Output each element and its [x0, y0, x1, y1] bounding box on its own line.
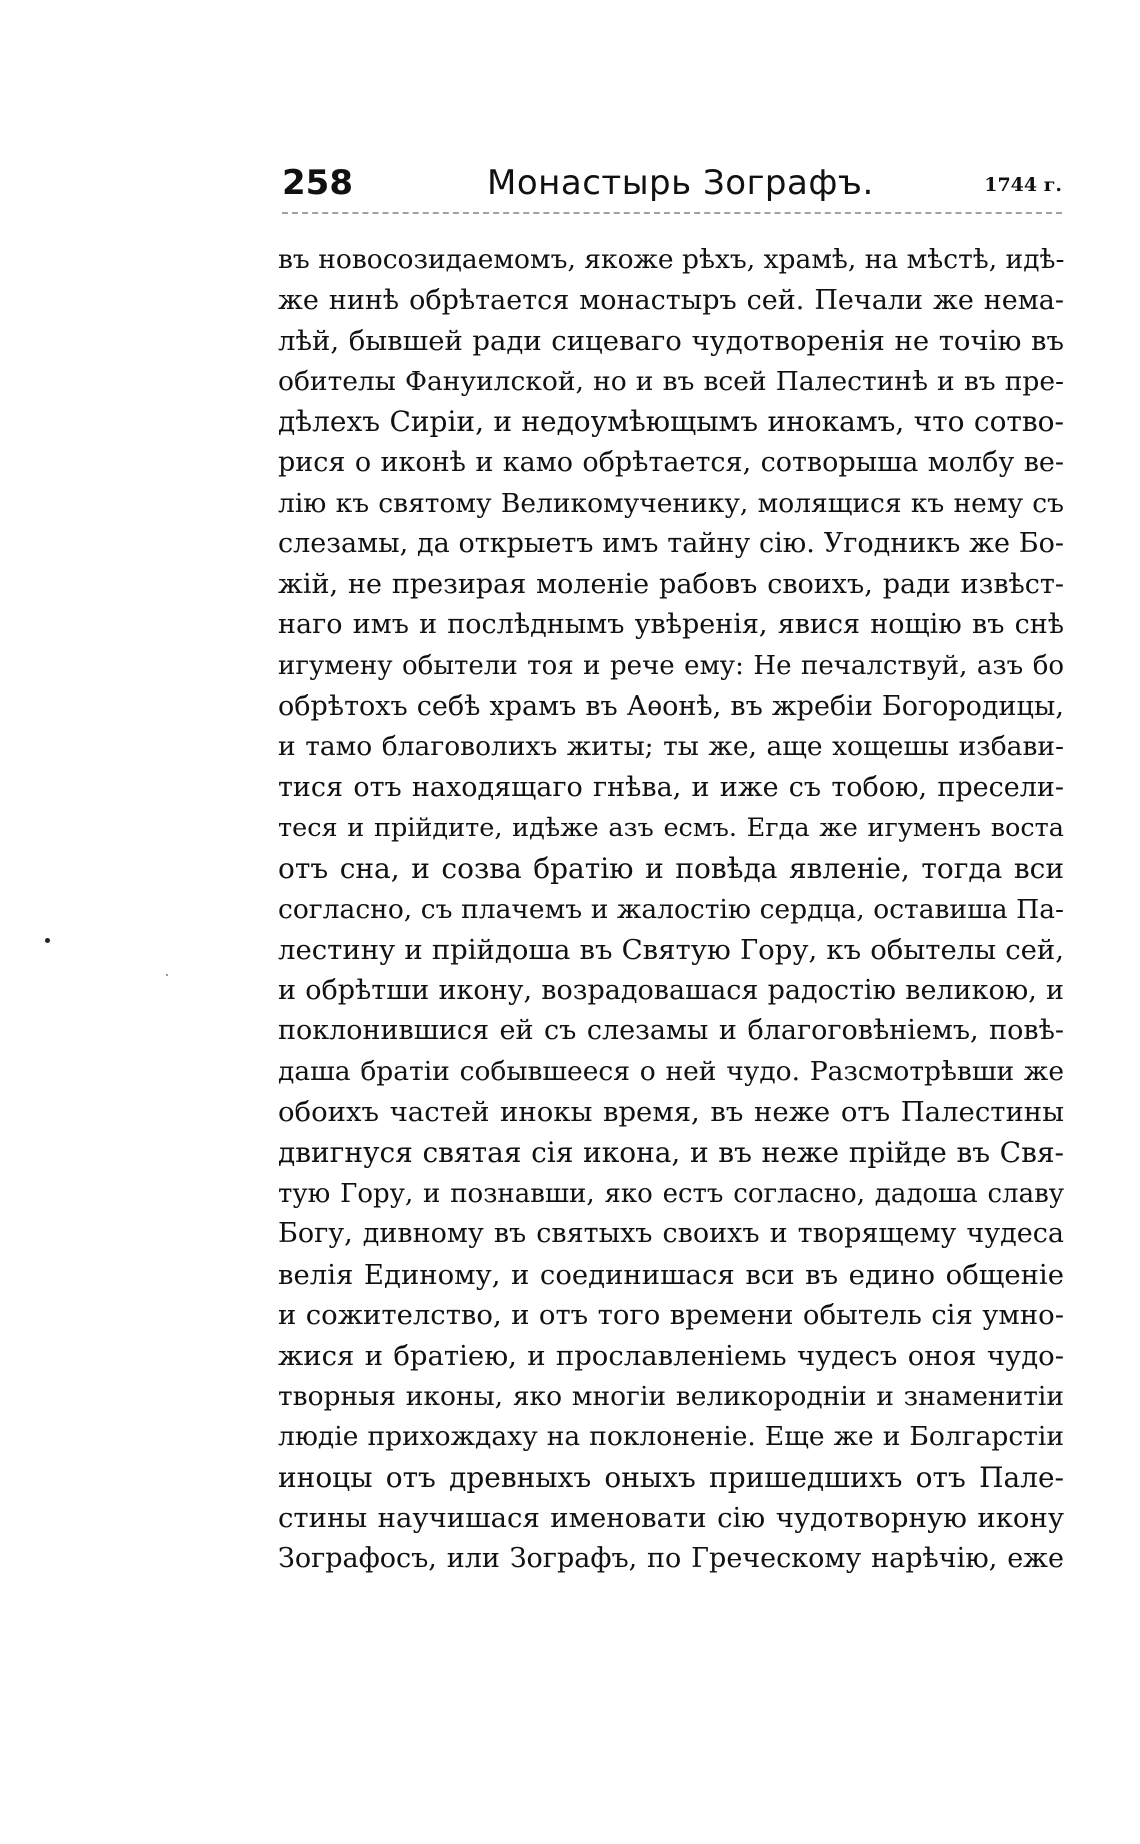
text-line: наго имъ и послѣднымъ увѣренія, явися нощію въ снѣ: [278, 609, 1064, 641]
text-line: согласно, съ плачемъ и жалостію сердца, оставиша Па-: [278, 893, 1064, 925]
text-line: отъ сна, и созва братію и повѣда явленіе, тогда вси: [278, 851, 1064, 885]
text-line: теся и прійдите, идѣже азъ есмъ. Егда же игуменъ воста: [278, 813, 1064, 844]
text-line: тую Гору, и познавши, яко естъ согласно, дадоша славу: [278, 1178, 1064, 1209]
scan-speck: [45, 938, 50, 943]
text-line: людіе прихождаху на поклоненіе. Еще же и Болгарстіи: [278, 1421, 1064, 1453]
header-rule: [282, 212, 1062, 214]
text-line: дѣлехъ Сиріи, и недоумѣющымъ инокамъ, что сотво-: [278, 405, 1064, 439]
text-line: тися отъ находящаго гнѣва, и иже съ тобою, пресели-: [278, 771, 1064, 803]
text-line: жися и братіею, и прославленіемь чудесъ оноя чудо-: [278, 1340, 1064, 1373]
text-line: иноцы отъ древныхъ оныхъ пришедшихъ отъ Пале-: [278, 1460, 1064, 1494]
text-line: игумену обытели тоя и рече ему: Не печалствуй, азъ бо: [278, 650, 1064, 681]
year-marker: 1744 г.: [984, 174, 1062, 196]
text-line: лестину и прійдоша въ Святую Гору, къ обытелы сей,: [278, 934, 1064, 967]
text-line: велія Единому, и соединишася вси въ едино общеніе: [278, 1258, 1064, 1291]
page-number: 258: [282, 163, 353, 203]
scan-speck: [166, 974, 168, 976]
text-line: лію къ святому Великомученику, молящися къ нему съ: [278, 487, 1064, 519]
text-line: въ новосозидаемомъ, якоже рѣхъ, храмѣ, на мѣстѣ, идѣ-: [278, 244, 1064, 275]
page-header: [282, 163, 1062, 211]
text-line: стины научишася именовати сію чудотворную икону: [278, 1502, 1064, 1535]
text-line: лѣй, бывшей ради сицеваго чудотворенія не точію въ: [278, 325, 1064, 358]
text-line: поклонившися ей съ слезамы и благоговѣніемъ, повѣ-: [278, 1015, 1064, 1047]
text-line: даша братіи собывшееся о ней чудо. Разсмотрѣвши же: [278, 1055, 1064, 1087]
running-title: Монастырь Зографъ.: [487, 163, 874, 203]
text-line: двигнуся святая сія икона, и въ неже прійде въ Свя-: [278, 1136, 1064, 1170]
text-line: и обрѣтши икону, возрадовашася радостію великою, и: [278, 974, 1064, 1006]
text-line: Зографосъ, или Зографъ, по Греческому нарѣчію, еже: [278, 1543, 1064, 1574]
text-line: и сожителство, и отъ того времени обытель сія умно-: [278, 1299, 1064, 1332]
text-line: же нинѣ обрѣтается монастыръ сей. Печали же нема-: [278, 284, 1064, 316]
text-line: жій, не презирая моленіе рабовъ своихъ, ради извѣст-: [278, 568, 1064, 600]
text-line: обителы Фануилской, но и въ всей Палестинѣ и въ пре-: [278, 365, 1064, 397]
text-line: обоихъ частей инокы время, въ неже отъ Палестины: [278, 1096, 1064, 1129]
text-line: Богу, дивному въ святыхъ своихъ и творящему чудеса: [278, 1218, 1064, 1250]
body-text: [278, 240, 1064, 1580]
text-line: слезамы, да открыетъ имъ тайну сію. Угодникъ же Бо-: [278, 528, 1064, 560]
text-line: рися о иконѣ и камо обрѣтается, сотворыша молбу ве-: [278, 446, 1064, 478]
text-line: творныя иконы, яко многіи великородніи и знаменитіи: [278, 1380, 1064, 1412]
text-line: и тамо благоволихъ житы; ты же, аще хощешы избави-: [278, 731, 1064, 763]
text-line: обрѣтохъ себѣ храмъ въ Аѳонѣ, въ жребіи Богородицы,: [278, 690, 1064, 722]
